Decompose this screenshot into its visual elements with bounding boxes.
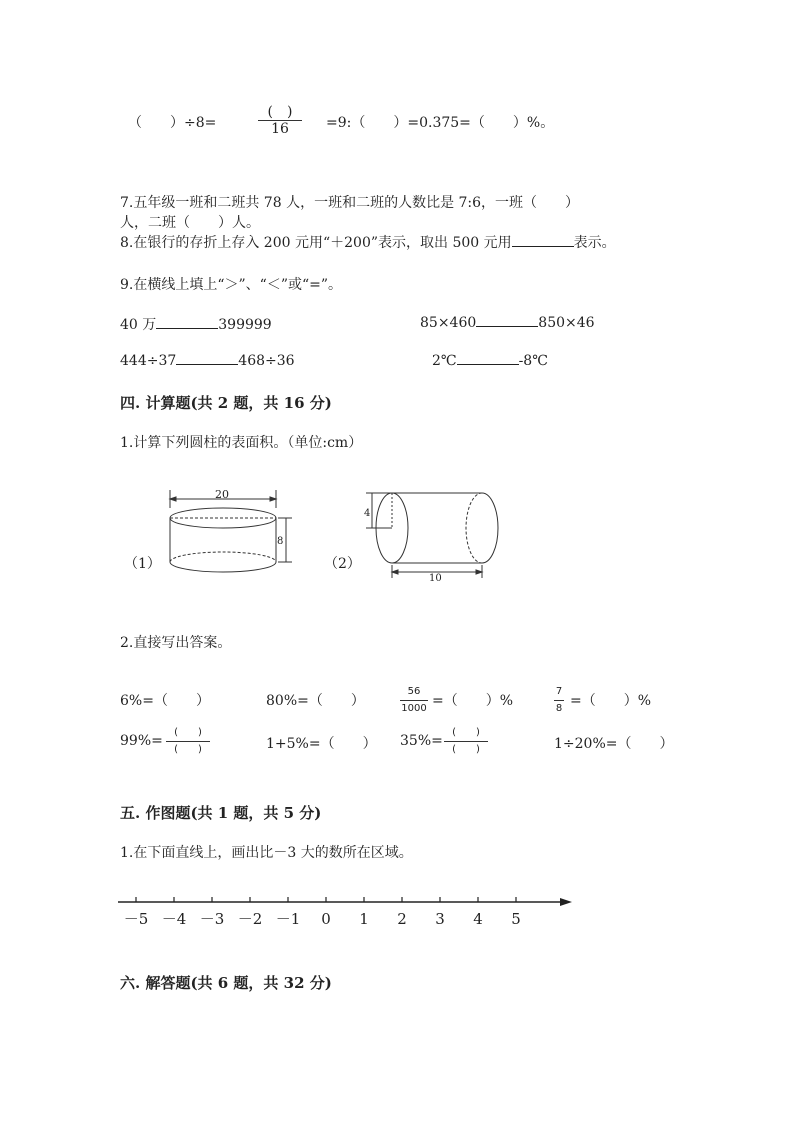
q9-item-1 (120, 314, 272, 334)
a3-bar (400, 700, 428, 701)
answer-b1-pre: 99%= (120, 733, 163, 749)
number-line-arrow (560, 898, 572, 906)
top-row-part1: （ ）÷8= (128, 115, 217, 131)
q9-item-2-left: 85×460 (420, 315, 477, 331)
section4-q2: 2.直接写出答案。 (120, 635, 232, 651)
number-line-label: －2 (237, 910, 263, 928)
answer-b1-fraction (166, 726, 210, 757)
a4-bar (554, 700, 564, 701)
fig1-arrow-right (270, 497, 276, 501)
fraction-numerator: ( ) (267, 104, 293, 120)
number-line-label: －4 (161, 910, 187, 928)
cylinder-1-figure (160, 486, 300, 578)
q8-after: 表示。 (573, 235, 616, 251)
number-line-label: 5 (511, 910, 521, 928)
q9-title: 9.在横线上填上“＞”、“＜”或“=”。 (120, 277, 343, 293)
a3-numerator: 56 (407, 686, 421, 697)
number-line-label: 1 (359, 910, 369, 928)
a3-denominator: 1000 (401, 703, 427, 714)
fig1-height-label: 8 (277, 536, 284, 547)
b3-denominator: ( ) (452, 744, 480, 755)
answer-a3-rest: =（ ）% (432, 693, 514, 709)
q9-item-3-right: 468÷36 (238, 353, 295, 369)
q7-line2: 人，二班（ ）人。 (120, 215, 260, 231)
answer-a4-fraction (554, 685, 564, 716)
fig2-arrow-left (392, 570, 398, 574)
fig2-length-label: 10 (429, 573, 442, 584)
q9-item-3 (120, 352, 295, 369)
number-line-label: 2 (397, 910, 407, 928)
q9-item-4-blank[interactable] (457, 352, 519, 365)
q9-item-2 (420, 314, 595, 331)
b1-bar (166, 741, 210, 742)
fig2-right-back (466, 493, 482, 563)
q9-item-1-right: 399999 (218, 317, 272, 333)
q9-item-2-blank[interactable] (476, 314, 538, 327)
q9-item-4 (432, 352, 548, 369)
answer-a2: 80%=（ ） (266, 693, 365, 709)
number-line-label: 3 (435, 910, 445, 928)
fig1-bottom-front (170, 562, 276, 572)
section5-heading: 五. 作图题(共 1 题，共 5 分) (120, 804, 322, 822)
q9-item-3-left: 444÷37 (120, 353, 177, 369)
number-line-label: 4 (473, 910, 483, 928)
fraction-denominator: 16 (271, 121, 289, 137)
answer-a4-rest: =（ ）% (570, 693, 652, 709)
b1-numerator: ( ) (174, 727, 202, 738)
answer-b3-fraction (444, 726, 488, 757)
section4-heading: 四. 计算题(共 2 题，共 16 分) (120, 394, 332, 412)
fig2-radius-label: 4 (364, 508, 371, 519)
section5-q1: 1.在下面直线上，画出比－3 大的数所在区域。 (120, 845, 413, 861)
fig2-right-front (482, 493, 498, 563)
a4-numerator: 7 (555, 686, 563, 697)
answer-b2: 1+5%=（ ） (266, 736, 377, 752)
number-line (110, 888, 580, 934)
answer-b3-pre: 35%= (400, 733, 443, 749)
number-line-label: －5 (123, 910, 149, 928)
number-line-label: －1 (275, 910, 301, 928)
fig1-diameter-label: 20 (215, 488, 229, 501)
section6-heading: 六. 解答题(共 6 题，共 32 分) (120, 974, 332, 992)
a4-denominator: 8 (555, 703, 563, 714)
q9-item-2-right: 850×46 (538, 315, 595, 331)
b1-denominator: ( ) (174, 744, 202, 755)
fig2-label: （2） (324, 556, 361, 572)
answer-a1: 6%=（ ） (120, 693, 210, 709)
number-line-label: 0 (321, 910, 331, 928)
cylinder-2-figure (360, 488, 510, 584)
number-line-label: －3 (199, 910, 225, 928)
fig1-arrow-left (170, 497, 176, 501)
q8-blank[interactable] (512, 234, 574, 247)
top-row-fraction (258, 105, 302, 136)
q9-item-1-left: 40 万 (120, 317, 157, 333)
fig1-label: （1） (124, 556, 161, 572)
q9-item-4-right: -8℃ (518, 353, 548, 369)
b3-bar (444, 741, 488, 742)
b3-numerator: ( ) (452, 727, 480, 738)
top-row-part2: =9:（ ）=0.375=（ ）%。 (326, 115, 555, 131)
section4-q1: 1.计算下列圆柱的表面积。（单位:cm） (120, 435, 363, 451)
q8-before: 8.在银行的存折上存入 200 元用“＋200”表示，取出 500 元用 (120, 235, 512, 251)
q9-item-4-left: 2℃ (432, 353, 457, 369)
fig1-bottom-back (170, 552, 276, 562)
answer-b4: 1÷20%=（ ） (554, 736, 674, 752)
q8-text (120, 232, 616, 252)
q9-item-1-blank[interactable] (156, 316, 218, 329)
q9-item-3-blank[interactable] (176, 352, 238, 365)
answer-a3-fraction (400, 685, 428, 716)
q7-line1: 7.五年级一班和二班共 78 人，一班和二班的人数比是 7:6，一班（ ） (120, 195, 580, 211)
fig2-arrow-right (476, 570, 482, 574)
